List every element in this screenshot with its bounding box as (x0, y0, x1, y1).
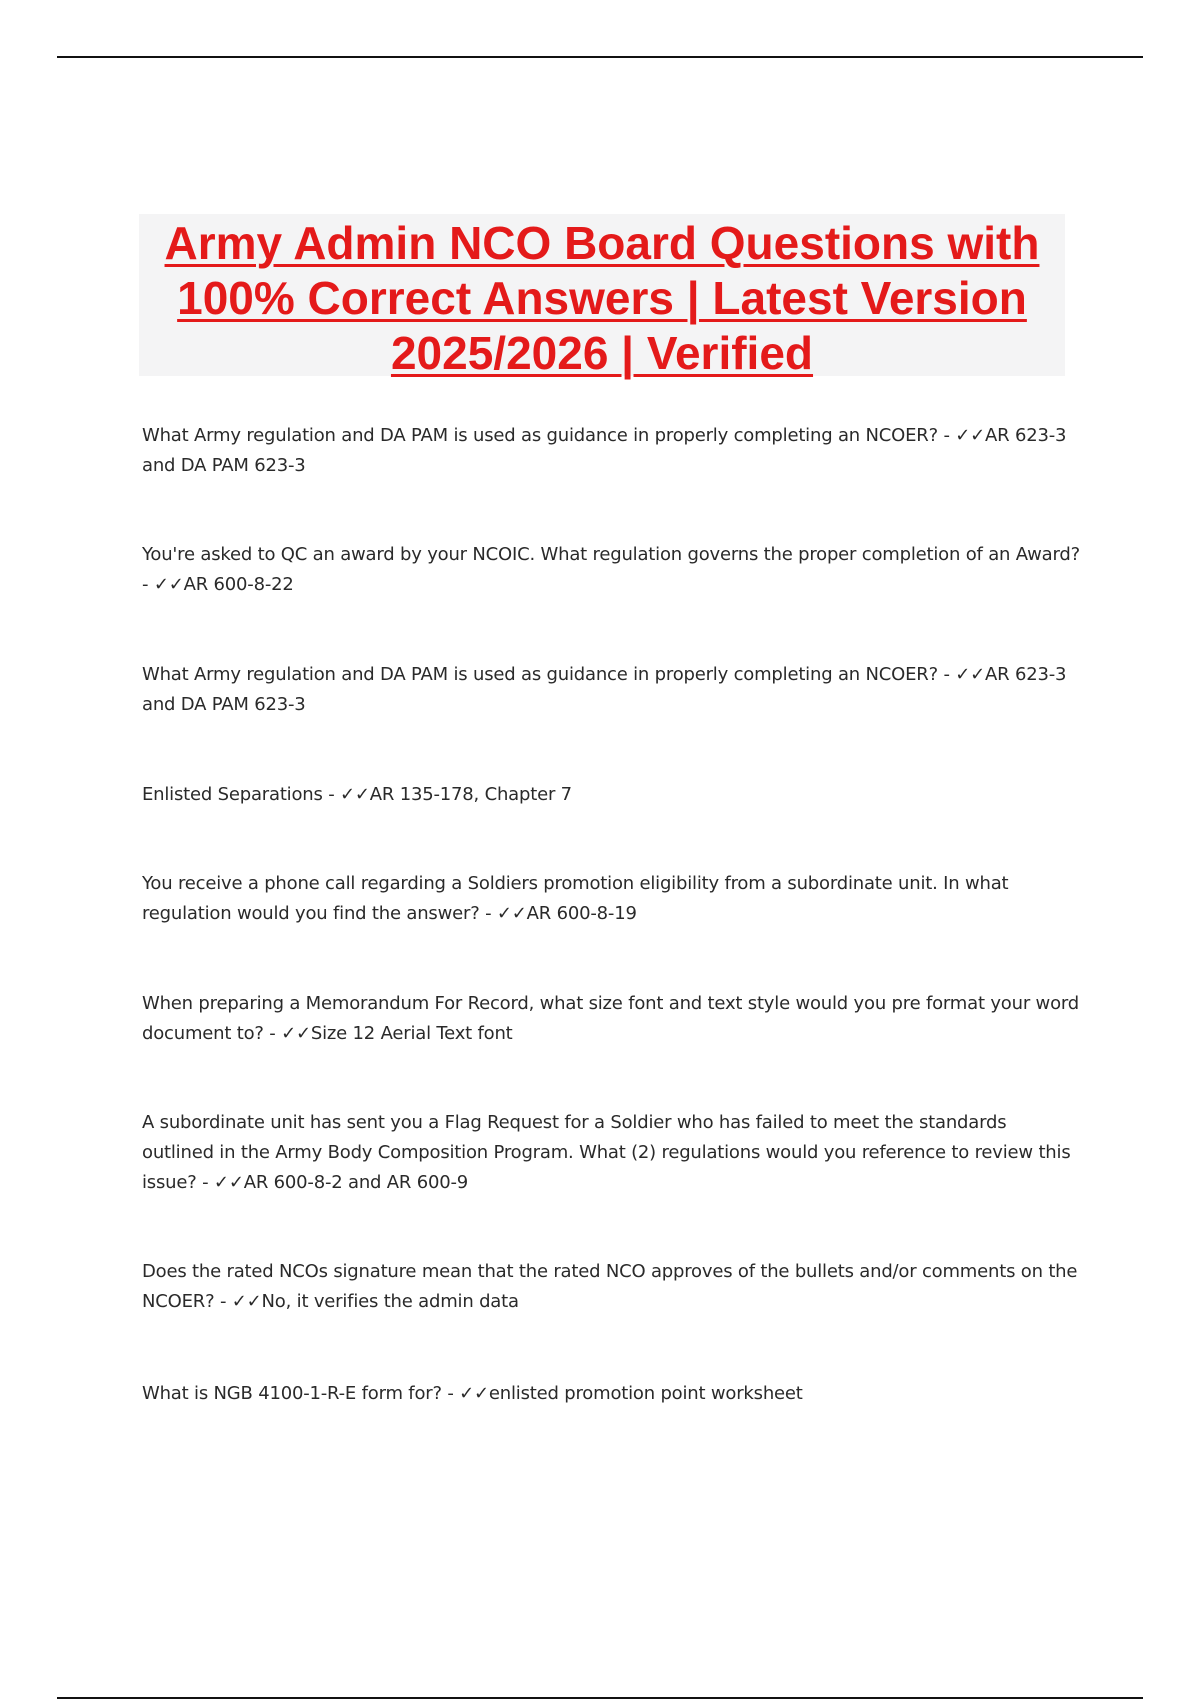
question-text: Does the rated NCOs signature mean that the rated NCO approves of the bullets and/or comments on the NCOER? (142, 1261, 1078, 1312)
answer-separator: - ✓✓ (263, 1023, 311, 1044)
answer-text: No, it verifies the admin data (261, 1291, 519, 1312)
question-text: What Army regulation and DA PAM is used as guidance in properly completing an NCOER? (142, 425, 938, 446)
qa-item-6 (142, 989, 1082, 1049)
question-text: What Army regulation and DA PAM is used as guidance in properly completing an NCOER? (142, 664, 938, 685)
question-text: What is NGB 4100-1-R-E form for? (142, 1383, 442, 1404)
answer-separator: - ✓✓ (937, 664, 986, 685)
answer-separator: - ✓✓ (322, 784, 370, 805)
answer-separator: - ✓✓ (441, 1383, 489, 1404)
answer-separator: - ✓✓ (937, 425, 986, 446)
document-title (139, 214, 1065, 381)
qa-item-8 (142, 1257, 1082, 1317)
title-line-1: Army Admin NCO Board Questions with (164, 217, 1040, 269)
qa-item-4 (142, 780, 1082, 810)
question-text: A subordinate unit has sent you a Flag Request for a Soldier who has failed to meet the standards outlined in the Army Body Composition Program. What (2) regulations would you reference to review this issue? (142, 1112, 1071, 1193)
answer-separator: - ✓✓ (214, 1291, 262, 1312)
question-text: You're asked to QC an award by your NCOIC. What regulation governs the proper completion of an Award? (142, 544, 1080, 565)
qa-item-5 (142, 869, 1082, 929)
answer-text: enlisted promotion point worksheet (488, 1383, 803, 1404)
answer-text: Size 12 Aerial Text font (310, 1023, 513, 1044)
title-banner (139, 214, 1065, 379)
answer-text: AR 600-8-22 (183, 574, 294, 595)
qa-item-3 (142, 660, 1082, 720)
answer-text: AR 623-3 and DA PAM 623-3 (142, 664, 1067, 715)
answer-text: AR 135-178, Chapter 7 (369, 784, 572, 805)
qa-item-7 (142, 1108, 1082, 1198)
top-rule (57, 56, 1143, 58)
question-text: When preparing a Memorandum For Record, what size font and text style would you pre format your word document to? (142, 993, 1079, 1044)
answer-text: AR 623-3 and DA PAM 623-3 (142, 425, 1067, 476)
answer-text: AR 600-8-2 and AR 600-9 (243, 1172, 469, 1193)
answer-text: AR 600-8-19 (526, 903, 637, 924)
qa-item-1 (142, 421, 1082, 481)
question-text: Enlisted Separations (142, 784, 323, 805)
answer-separator: - ✓✓ (142, 574, 184, 595)
answer-separator: - ✓✓ (196, 1172, 244, 1193)
title-line-3: 2025/2026 | Verified (390, 327, 814, 379)
answer-separator: - ✓✓ (479, 903, 527, 924)
qa-item-2 (142, 540, 1082, 600)
question-text: You receive a phone call regarding a Soldiers promotion eligibility from a subordinate unit. In what regulation would you find the answer? (142, 873, 1009, 924)
title-line-2: 100% Correct Answers | Latest Version (177, 272, 1027, 324)
qa-item-9 (142, 1379, 1082, 1409)
bottom-rule (57, 1697, 1143, 1699)
